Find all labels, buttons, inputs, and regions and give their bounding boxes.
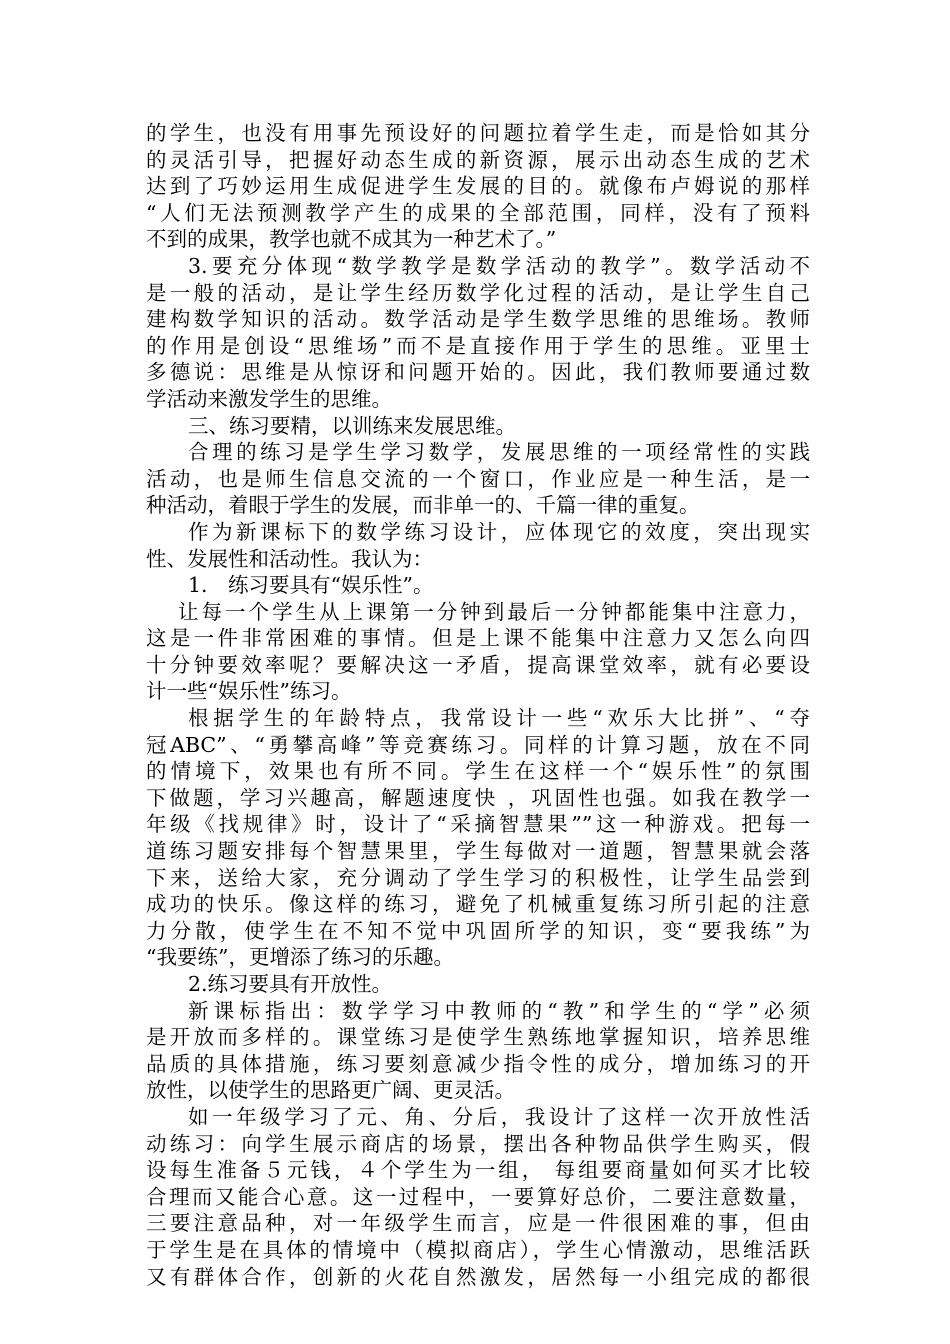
text-line: 达到了巧妙运用生成促进学生发展的目的。就像布卢姆说的那样 xyxy=(146,174,810,199)
text-line: 力分散，使学生在不知不觉中巩固所学的知识，变“要我练”为 xyxy=(146,918,810,943)
text-line: 三要注意品种，对一年级学生而言，应是一件很困难的事，但由 xyxy=(146,1211,810,1236)
text-line: 建构数学知识的活动。数学活动是学生数学思维的思维场。教师 xyxy=(146,307,810,332)
text-line: 动练习：向学生展示商店的场景，摆出各种物品供学生购买，假 xyxy=(146,1131,810,1156)
text-line: 作为新课标下的数学练习设计，应体现它的效度，突出现实 xyxy=(188,519,810,544)
text-line: 性、发展性和活动性。我认为： xyxy=(146,546,433,571)
document-page xyxy=(146,120,810,1290)
text-line: 设每生准备５元钱，４个学生为一组， 每组要商量如何买才比较 xyxy=(146,1158,810,1183)
text-line: 根据学生的年龄特点，我常设计一些“欢乐大比拼”、“夺 xyxy=(188,706,810,731)
text-line: 的灵活引导，把握好动态生成的新资源，展示出动态生成的艺术 xyxy=(146,147,810,172)
text-line: 2.练习要具有开放性。 xyxy=(188,972,393,996)
text-line: 十分钟要效率呢？要解决这一矛盾，提高课堂效率，就有必要设 xyxy=(146,652,810,677)
text-line: 新课标指出：数学学习中教师的“教”和学生的“学”必须 xyxy=(188,998,810,1023)
text-line: 三、练习要精，以训练来发展思维。 xyxy=(188,413,516,438)
text-line: 道练习题安排每个智慧果里，学生每做对一道题，智慧果就会落 xyxy=(146,839,810,864)
text-line: 于学生是在具体的情境中（模拟商店），学生心情激动，思维活跃 xyxy=(146,1237,810,1262)
text-line: 计一些“娱乐性”练习。 xyxy=(146,679,352,704)
text-line: 这是一件非常困难的事情。但是上课不能集中注意力又怎么向四 xyxy=(146,626,810,651)
text-line: 放性，以使学生的思路更广阔、更灵活。 xyxy=(146,1078,515,1103)
text-line: 品质的具体措施，练习要刻意减少指令性的成分，增加练习的开 xyxy=(146,1051,810,1076)
text-line: 让每一个学生从上课第一分钟到最后一分钟都能集中注意力， xyxy=(178,599,810,624)
text-line: 下来，送给大家，充分调动了学生学习的积极性，让学生品尝到 xyxy=(146,865,810,890)
text-line: 冠ABC”、“勇攀高峰”等竞赛练习。同样的计算习题，放在不同 xyxy=(146,732,810,757)
text-line: 活动，也是师生信息交流的一个窗口，作业应是一种生活，是一 xyxy=(146,466,810,491)
text-line: “人们无法预测教学产生的成果的全部范围，同样，没有了预料 xyxy=(146,200,810,225)
text-line: 不到的成果，教学也就不成其为一种艺术了。” xyxy=(146,227,557,252)
text-line: 学活动来激发学生的思维。 xyxy=(146,386,392,411)
text-line: 如一年级学习了元、角、分后，我设计了这样一次开放性活 xyxy=(188,1104,810,1129)
text-line: 合理而又能合心意。这一过程中，一要算好总价，二要注意数量， xyxy=(146,1184,810,1209)
text-line: 下做题，学习兴趣高，解题速度快 ，巩固性也强。如我在教学一 xyxy=(146,785,810,810)
text-line: 成功的快乐。像这样的练习，避免了机械重复练习所引起的注意 xyxy=(146,892,810,917)
text-line: 种活动，着眼于学生的发展，而非单一的、千篇一律的重复。 xyxy=(146,493,700,518)
text-line: 1. 练习要具有“娱乐性”。 xyxy=(188,573,434,598)
text-line: 的学生，也没有用事先预设好的问题拉着学生走，而是恰如其分 xyxy=(146,121,810,145)
text-line: “我要练”，更增添了练习的乐趣。 xyxy=(146,945,454,970)
text-line: 的作用是创设“思维场”而不是直接作用于学生的思维。亚里士 xyxy=(146,333,810,358)
text-line: 是开放而多样的。课堂练习是使学生熟练地掌握知识，培养思维 xyxy=(146,1025,810,1050)
text-line: 年级《找规律》时，设计了“采摘智慧果””这一种游戏。把每一 xyxy=(146,812,810,837)
text-line: 多德说：思维是从惊讶和问题开始的。因此，我们教师要通过数 xyxy=(146,360,810,385)
text-line: 3.要充分体现“数学教学是数学活动的教学”。数学活动不 xyxy=(188,253,810,278)
text-line: 的情境下，效果也有所不同。学生在这样一个“娱乐性”的氛围 xyxy=(146,759,810,784)
text-line: 是一般的活动，是让学生经历数学化过程的活动，是让学生自己 xyxy=(146,280,810,305)
text-line: 又有群体合作，创新的火花自然激发，居然每一小组完成的都很 xyxy=(146,1264,810,1289)
text-line: 合理的练习是学生学习数学，发展思维的一项经常性的实践 xyxy=(188,440,810,465)
